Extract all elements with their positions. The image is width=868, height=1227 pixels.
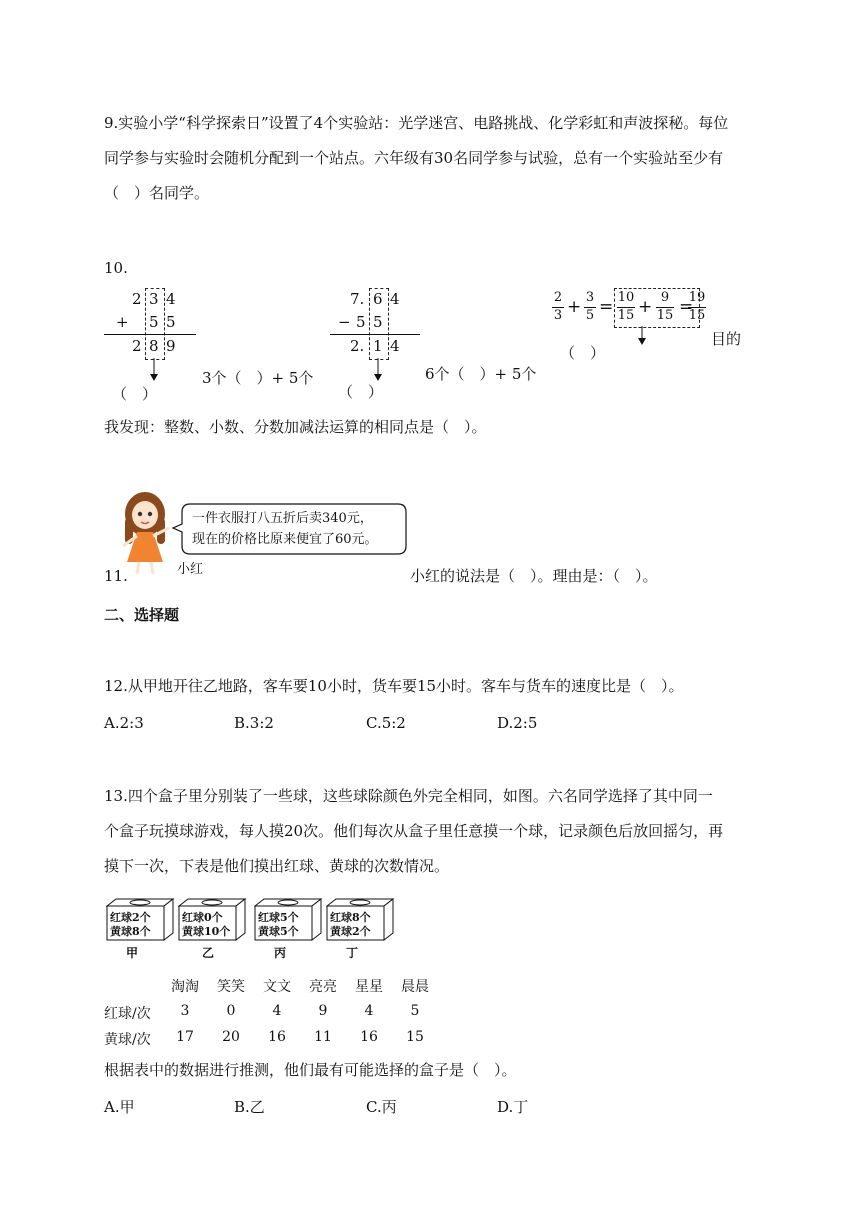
q10-finding: 我发现：整数、小数、分数加减法运算的相同点是（ ）。 [104, 418, 487, 436]
table-cell: 17 [176, 1029, 194, 1045]
q12-option-b: B.3:2 [234, 714, 274, 732]
q10-count-1: 3个（ ）+ 5个 [202, 369, 314, 387]
row-label: 红球/次 [104, 1006, 151, 1022]
q13-option-d: D.丁 [497, 1098, 529, 1116]
q10-number: 10. [104, 259, 128, 277]
q13-option-b: B.乙 [234, 1098, 265, 1116]
table-cell: 11 [314, 1029, 332, 1045]
fraction-addition: 2 3 + 3 5 = 10 15 + 9 15 = 19 15 [552, 290, 722, 330]
bubble-line-2: 现在的价格比原来便宜了60元。 [192, 532, 378, 547]
table-header: 文文 [263, 979, 291, 995]
ball-box-bing: 红球5个 黄球5个 丙 [254, 898, 322, 958]
table-cell: 5 [410, 1003, 420, 1019]
q13-line3: 摸下一次，下表是他们摸出红球、黄球的次数情况。 [104, 857, 450, 875]
ball-box-yi: 红球0个 黄球10个 乙 [178, 898, 246, 958]
q12-option-d: D.2:5 [497, 714, 538, 732]
table-header: 星星 [355, 979, 383, 995]
table-cell: 0 [226, 1003, 236, 1019]
q9-line1: 9.实验小学“科学探索日”设置了4个实验站：光学迷宫、电路挑战、化学彩虹和声波探秘。每位 [104, 114, 729, 132]
q10-count-2: 6个（ ）+ 5个 [425, 365, 537, 383]
character-name: 小红 [177, 562, 204, 577]
q13-option-a: A.甲 [104, 1098, 135, 1116]
q12-option-a: A.2:3 [104, 714, 144, 732]
girl-xiaohong-illustration [117, 488, 177, 578]
table-header: 淘淘 [171, 979, 199, 995]
bubble-line-1: 一件衣服打八五折后卖340元， [192, 511, 373, 526]
table-cell: 15 [406, 1029, 424, 1045]
q13-line1: 13.四个盒子里分别装了一些球，这些球除颜色外完全相同，如图。六名同学选择了其中同一 [104, 787, 713, 805]
q9-line2: 同学参与实验时会随机分配到一个站点。六年级有30名同学参与试验，总有一个实验站至少有 [104, 149, 724, 167]
q10-blank-1: （ ） [112, 385, 158, 403]
row-label: 黄球/次 [104, 1032, 151, 1048]
ball-box-ding: 红球8个 黄球2个 丁 [326, 898, 394, 958]
q10-blank-2: （ ） [338, 383, 384, 401]
table-cell: 9 [318, 1003, 328, 1019]
table-cell: 3 [180, 1003, 190, 1019]
table-cell: 16 [360, 1029, 378, 1045]
table-cell: 16 [268, 1029, 286, 1045]
arrow-down-icon [372, 358, 384, 382]
q13-option-c: C.丙 [366, 1098, 397, 1116]
arrow-down-icon [148, 358, 160, 382]
q10-purpose-label: 目的 [711, 330, 742, 348]
table-header: 亮亮 [309, 979, 337, 995]
ball-box-jia: 红球2个 黄球8个 甲 [106, 898, 174, 958]
q13-inference: 根据表中的数据进行推测，他们最有可能选择的盒子是（ ）。 [104, 1061, 517, 1079]
q11-number: 11. [104, 567, 128, 585]
q9-line3: （ ）名同学。 [104, 184, 210, 202]
table-cell: 4 [272, 1003, 282, 1019]
q12-stem: 12.从甲地开往乙地路，客车要10小时，货车要15小时。客车与货车的速度比是（ ）。 [104, 677, 684, 695]
arrow-down-icon [636, 326, 648, 346]
q11-text: 小红的说法是（ ）。理由是：（ ）。 [410, 567, 658, 585]
table-cell: 4 [364, 1003, 374, 1019]
q12-option-c: C.5:2 [366, 714, 406, 732]
q13-line2: 个盒子玩摸球游戏，每人摸20次。他们每次从盒子里任意摸一个球，记录颜色后放回摇匀，再 [104, 822, 724, 840]
table-header: 晨晨 [401, 979, 429, 995]
table-cell: 20 [222, 1029, 240, 1045]
table-header: 笑笑 [217, 979, 245, 995]
q10-blank-3: （ ） [560, 344, 606, 362]
section-title: 二、选择题 [104, 606, 180, 624]
